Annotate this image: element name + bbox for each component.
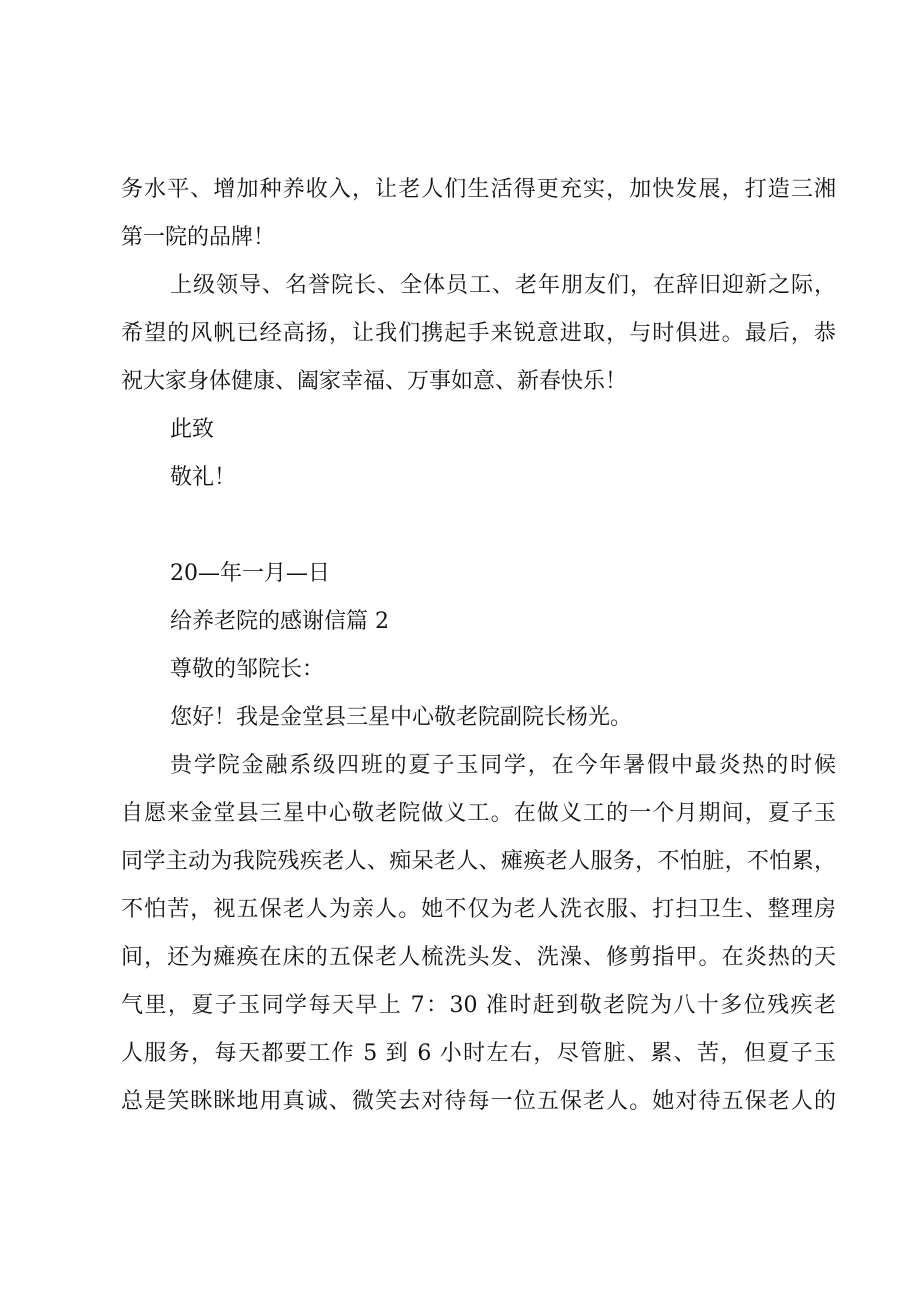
text-line: 不怕苦，视五保老人为亲人。她不仅为老人洗衣服、打扫卫生、整理房	[121, 897, 836, 922]
text-line: 人服务，每天都要工作 5 到 6 小时左右，尽管脏、累、苦，但夏子玉	[121, 1041, 836, 1066]
document-content	[121, 166, 836, 1126]
greeting: 您好！我是金堂县三星中心敬老院副院长杨光。	[170, 705, 633, 730]
text-line: 第一院的品牌！	[121, 225, 276, 250]
text-line: 希望的风帆已经高扬，让我们携起手来锐意进取，与时俱进。最后，恭	[121, 321, 836, 346]
text-line: 贵学院金融系级四班的夏子玉同学，在今年暑假中最炎热的时候	[170, 753, 836, 778]
text-line: 自愿来金堂县三星中心敬老院做义工。在做义工的一个月期间，夏子玉	[121, 801, 836, 826]
text-line: 祝大家身体健康、阖家幸福、万事如意、新春快乐！	[121, 369, 628, 394]
section-title: 给养老院的感谢信篇 2	[170, 609, 389, 634]
blank-line	[121, 502, 836, 550]
closing-ci-zhi: 此致	[170, 417, 215, 442]
closing-jing-li: 敬礼！	[170, 465, 237, 490]
text-line: 务水平、增加种养收入，让老人们生活得更充实，加快发展，打造三湘	[121, 177, 836, 202]
text-line: 上级领导、名誉院长、全体员工、老年朋友们，在辞旧迎新之际，	[170, 273, 836, 298]
salutation: 尊敬的邹院长：	[170, 657, 325, 682]
text-line: 总是笑眯眯地用真诚、微笑去对待每一位五保老人。她对待五保老人的	[121, 1089, 836, 1114]
text-line: 同学主动为我院残疾老人、痴呆老人、瘫痪老人服务，不怕脏，不怕累，	[121, 849, 836, 874]
text-line: 气里，夏子玉同学每天早上 7：30 准时赶到敬老院为八十多位残疾老	[121, 993, 836, 1018]
letter-date: 20—年一月—日	[170, 561, 330, 586]
text-line: 间，还为瘫痪在床的五保老人梳洗头发、洗澡、修剪指甲。在炎热的天	[121, 945, 836, 970]
